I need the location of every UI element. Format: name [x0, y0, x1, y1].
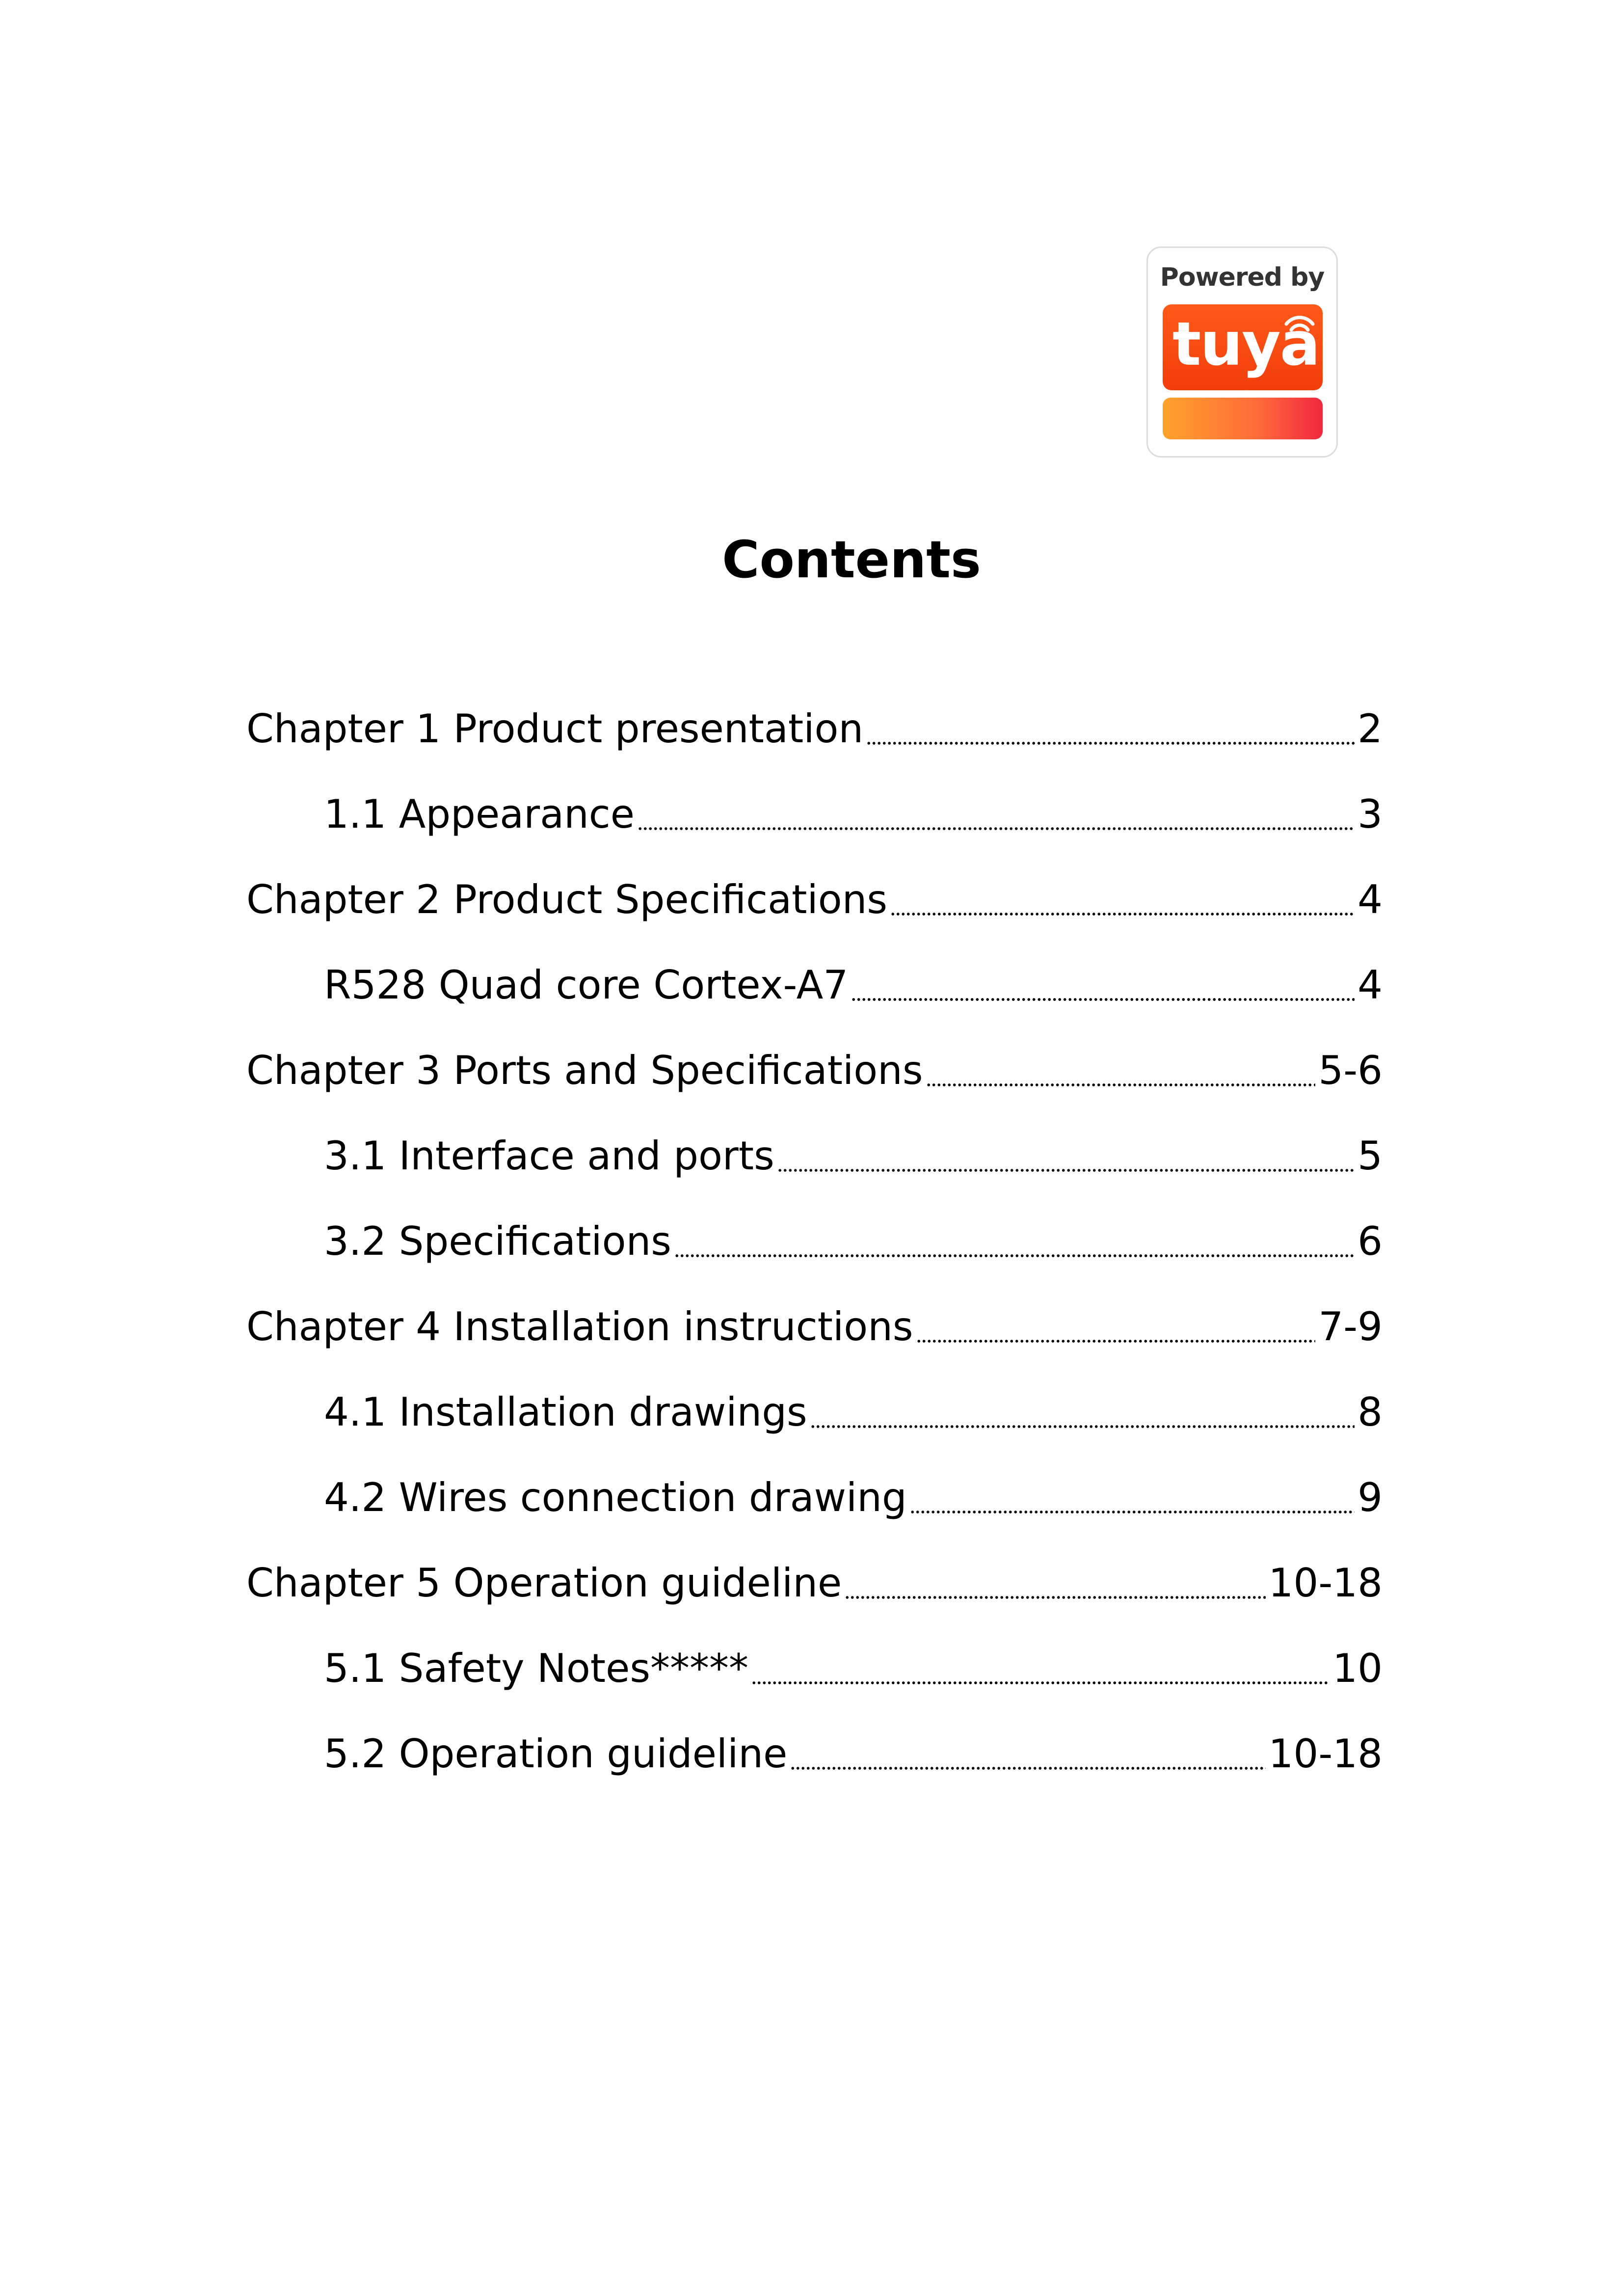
toc-entry-label: Chapter 2 Product Specifications: [246, 877, 888, 922]
toc-entry-page: 3: [1357, 791, 1383, 837]
toc-dot-leader: [810, 1425, 1355, 1428]
toc-dot-leader: [866, 742, 1355, 745]
toc-entry-page: 8: [1357, 1389, 1383, 1435]
toc-entry-page: 4: [1357, 877, 1383, 922]
toc-entry-label: 5.2 Operation guideline: [324, 1731, 788, 1777]
toc-dot-leader: [926, 1083, 1316, 1086]
toc-entry-label: Chapter 5 Operation guideline: [246, 1560, 842, 1606]
toc-entry-page: 2: [1357, 706, 1383, 752]
toc-entry[interactable]: [324, 1468, 1383, 1527]
toc-entry-label: Chapter 1 Product presentation: [246, 706, 864, 752]
toc-dot-leader: [751, 1681, 1330, 1684]
toc-dot-leader: [777, 1169, 1355, 1172]
toc-entry[interactable]: [246, 1554, 1383, 1613]
toc-entry[interactable]: [246, 1297, 1383, 1356]
toc-dot-leader: [910, 1511, 1355, 1513]
toc-entry[interactable]: [324, 1383, 1383, 1442]
toc-entry-page: 10-18: [1268, 1731, 1383, 1777]
logo-caption: Powered by: [1160, 263, 1325, 292]
logo-brand-tile: [1163, 304, 1323, 390]
toc-dot-leader: [790, 1767, 1265, 1770]
page-title: Contents: [722, 529, 981, 590]
toc-entry-label: Chapter 4 Installation instructions: [246, 1304, 913, 1350]
wifi-signal-icon: [1284, 315, 1315, 346]
toc-entry-label: 3.1 Interface and ports: [324, 1133, 774, 1179]
toc-entry-page: 6: [1357, 1218, 1383, 1264]
toc-entry-label: 4.1 Installation drawings: [324, 1389, 807, 1435]
toc-entry-page: 10-18: [1268, 1560, 1383, 1606]
toc-entry-page: 9: [1357, 1475, 1383, 1520]
toc-dot-leader: [638, 827, 1355, 830]
toc-dot-leader: [674, 1254, 1355, 1257]
toc-entry[interactable]: [246, 870, 1383, 929]
toc-entry-page: 5: [1357, 1133, 1383, 1179]
toc-dot-leader: [890, 913, 1355, 916]
powered-by-tuya-logo: [1146, 246, 1338, 458]
toc-entry[interactable]: [324, 1127, 1383, 1186]
toc-entry-page: 10: [1332, 1646, 1383, 1691]
logo-gradient-stripe: [1163, 398, 1323, 439]
toc-entry[interactable]: [324, 1212, 1383, 1271]
logo-brand-word: tuya: [1172, 309, 1320, 379]
toc-entry-label: 5.1 Safety Notes*****: [324, 1646, 749, 1691]
toc-entry-label: 1.1 Appearance: [324, 791, 635, 837]
toc-entry-page: 7-9: [1318, 1304, 1383, 1350]
toc-dot-leader: [845, 1596, 1265, 1599]
toc-entry-label: 3.2 Specifications: [324, 1218, 671, 1264]
toc-entry-label: R528 Quad core Cortex-A7: [324, 962, 849, 1008]
toc-entry-label: 4.2 Wires connection drawing: [324, 1475, 907, 1520]
toc-entry[interactable]: [324, 1725, 1383, 1783]
toc-entry-page: 5-6: [1318, 1048, 1383, 1093]
toc-entry-page: 4: [1357, 962, 1383, 1008]
toc-dot-leader: [916, 1340, 1316, 1343]
toc-dot-leader: [851, 998, 1355, 1001]
toc-entry[interactable]: [324, 1639, 1383, 1698]
toc-entry[interactable]: [246, 700, 1383, 758]
toc-entry[interactable]: [246, 1041, 1383, 1100]
toc-entry[interactable]: [324, 785, 1383, 844]
toc-entry[interactable]: [324, 956, 1383, 1015]
toc-entry-label: Chapter 3 Ports and Specifications: [246, 1048, 923, 1093]
